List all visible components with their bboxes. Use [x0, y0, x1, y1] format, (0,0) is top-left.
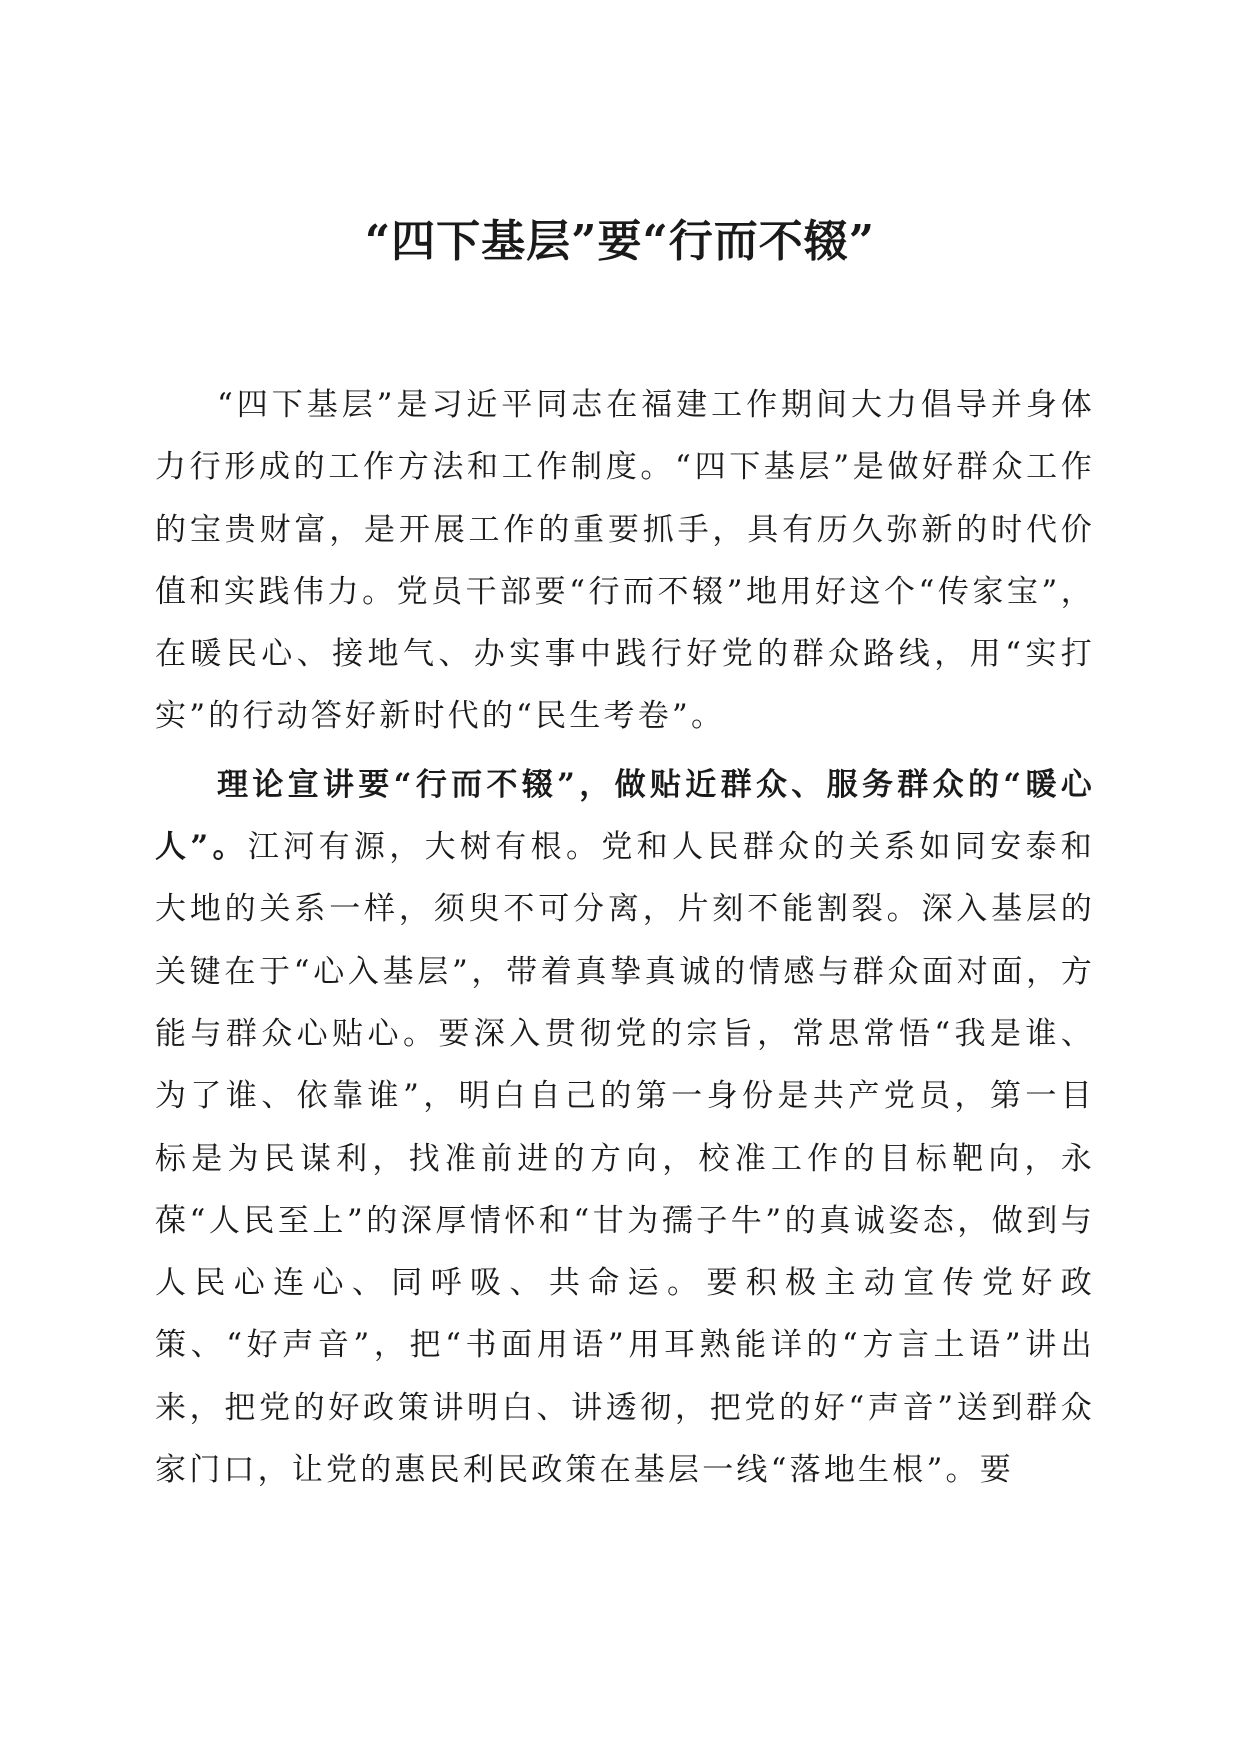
paragraph-theory-propaganda [155, 754, 1095, 1502]
paragraph-body-text: 江河有源，大树有根。党和人民群众的关系如同安泰和大地的关系一样，须臾不可分离，片刻不能割裂。深入基层的关键在于“心入基层”，带着真挚真诚的情感与群众面对面，方能与群众心贴心。要深入贯彻党的宗旨，常思常悟“我是谁、为了谁、依靠谁”，明白自己的第一身份是共产党员，第一目标是为民谋利，找准前进的方向，校准工作的目标靶向，永葆“人民至上”的深厚情怀和“甘为孺子牛”的真诚姿态，做到与人民心连心、同呼吸、共命运。要积极主动宣传党好政策、“好声音”，把“书面用语”用耳熟能详的“方言土语”讲出来，把党的好政策讲明白、讲透彻，把党的好“声音”送到群众家门口，让党的惠民利民政策在基层一线“落地生根”。要 [155, 829, 1095, 1489]
paragraph-lead-sentence: 理论宣讲要“行而不辍”，做贴近群众、服务群众的“暖心人”。 [155, 766, 1095, 866]
document-title: “四下基层”要“行而不辍” [364, 216, 876, 267]
document-body [155, 374, 1095, 1501]
paragraph-intro: “四下基层”是习近平同志在福建工作期间大力倡导并身体力行形成的工作方法和工作制度。“四下基层”是做好群众工作的宝贵财富，是开展工作的重要抓手，具有历久弥新的时代价值和实践伟力。党员干部要“行而不辍”地用好这个“传家宝”，在暖民心、接地气、办实事中践行好党的群众路线，用“实打实”的行动答好新时代的“民生考卷”。 [155, 387, 1095, 735]
